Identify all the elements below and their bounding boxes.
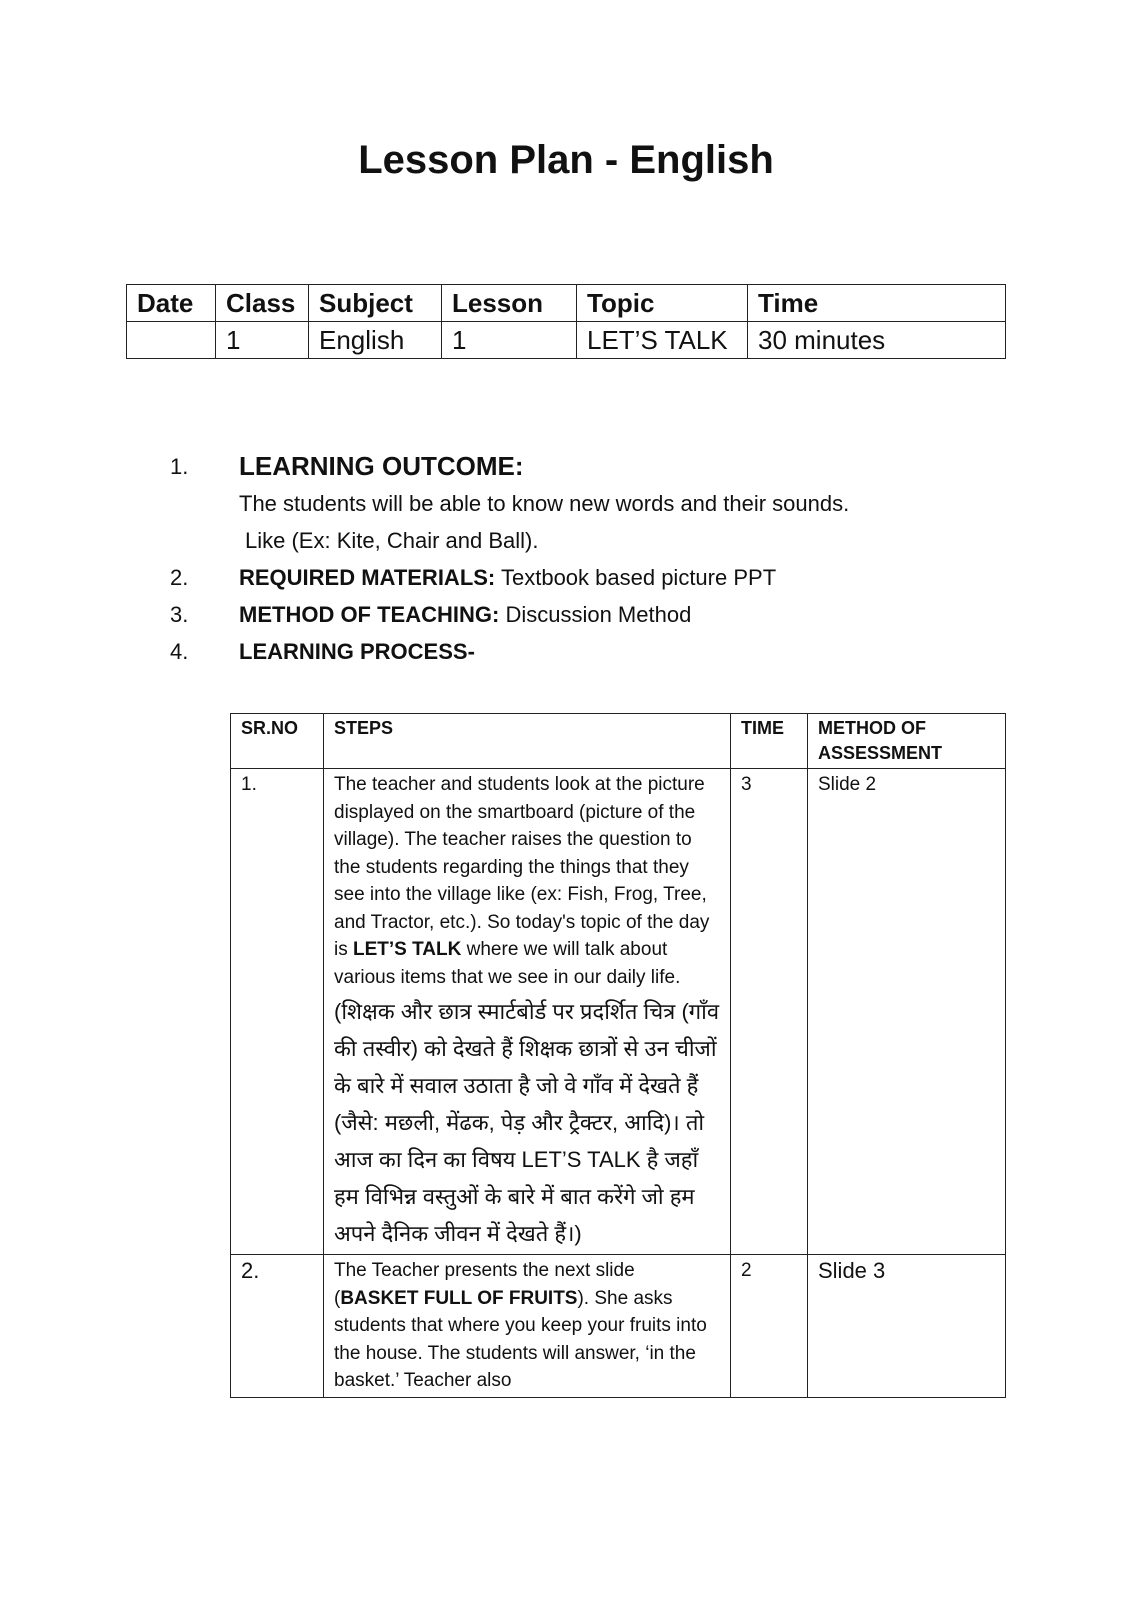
required-materials-label: REQUIRED MATERIALS: [239, 565, 496, 590]
header-subject: Subject [309, 285, 442, 322]
steps-hindi-text: (शिक्षक और छात्र स्मार्टबोर्ड पर प्रदर्शित चित्र (गाँव की तस्वीर) को देखते हैं शिक्षक छात्रों से उन चीजों के बारे में सवाल उठाता है जो वे गाँव में देखते हैं (जैसे: मछली, मेंढक, पेड़ और ट्रैक्टर, आदि)। तो आज का दिन का विषय LET’S TALK है जहाँ हम विभिन्न वस्तुओं के बारे में बात करेंगे जो हम अपने दैनिक जीवन में देखते हैं।) [334, 999, 720, 1246]
process-header-row [231, 714, 1006, 769]
section-number: 4. [170, 639, 189, 664]
steps-cell [324, 1255, 731, 1398]
sr-no: 1. [231, 769, 324, 1255]
steps-cell [324, 769, 731, 1255]
info-value-row [127, 322, 1006, 359]
section-learning-process [170, 633, 1030, 670]
info-header-row [127, 285, 1006, 322]
learning-process-table [230, 713, 1006, 1398]
assessment: Slide 2 [808, 769, 1006, 1255]
steps-text: The teacher and students look at the picture displayed on the smartboard (picture of the village). The teacher raises the question to the students regarding the things that they see into the village like (ex: Fish, Frog, Tree, and Tractor, etc.). So today's topic of the day is [334, 774, 710, 960]
learning-process-label: LEARNING PROCESS- [239, 639, 475, 664]
steps-text-continued: ). She asks students that where you keep your fruits into the house. The students will answer, ‘in the basket.’ Teacher also [334, 1287, 707, 1391]
value-date [127, 322, 216, 359]
section-number: 3. [170, 602, 189, 627]
header-lesson: Lesson [442, 285, 577, 322]
section-number: 2. [170, 565, 189, 590]
method-of-teaching-value: Discussion Method [499, 602, 692, 627]
required-materials-value: Textbook based picture PPT [495, 565, 777, 590]
section-required-materials [170, 559, 1030, 596]
sr-no: 2. [231, 1255, 324, 1398]
table-row [231, 1255, 1006, 1398]
step-time: 3 [731, 769, 808, 1255]
section-learning-outcome [170, 448, 1030, 485]
section-number: 1. [170, 454, 189, 479]
method-of-teaching-label: METHOD OF TEACHING: [239, 602, 500, 627]
value-lesson: 1 [442, 322, 577, 359]
value-time: 30 minutes [748, 322, 1006, 359]
header-topic: Topic [577, 285, 748, 322]
header-time: TIME [731, 714, 808, 769]
header-sr-no: SR.NO [231, 714, 324, 769]
lesson-info-table [126, 284, 1006, 359]
header-time: Time [748, 285, 1006, 322]
table-row [231, 769, 1006, 1255]
steps-bold-text: BASKET FULL OF FRUITS [340, 1287, 578, 1309]
learning-outcome-example: Like (Ex: Kite, Chair and Ball). [245, 528, 539, 553]
header-steps: STEPS [324, 714, 731, 769]
learning-outcome-heading: LEARNING OUTCOME: [239, 451, 524, 481]
steps-bold-text: LET’S TALK [353, 939, 462, 960]
step-time: 2 [731, 1255, 808, 1398]
steps-text-continued: where we will talk about various items that we see in our daily life. [334, 939, 681, 988]
value-subject: English [309, 322, 442, 359]
value-topic: LET’S TALK [577, 322, 748, 359]
page-title: Lesson Plan - English [358, 138, 774, 182]
header-class: Class [216, 285, 309, 322]
learning-outcome-text: The students will be able to know new words and their sounds. [239, 491, 850, 516]
lesson-sections [170, 448, 1030, 670]
header-date: Date [127, 285, 216, 322]
assessment: Slide 3 [808, 1255, 1006, 1398]
steps-text: The Teacher presents the next slide ( [334, 1260, 635, 1309]
value-class: 1 [216, 322, 309, 359]
section-method-of-teaching [170, 596, 1030, 633]
header-method-of-assessment: METHOD OF ASSESSMENT [808, 714, 1006, 769]
